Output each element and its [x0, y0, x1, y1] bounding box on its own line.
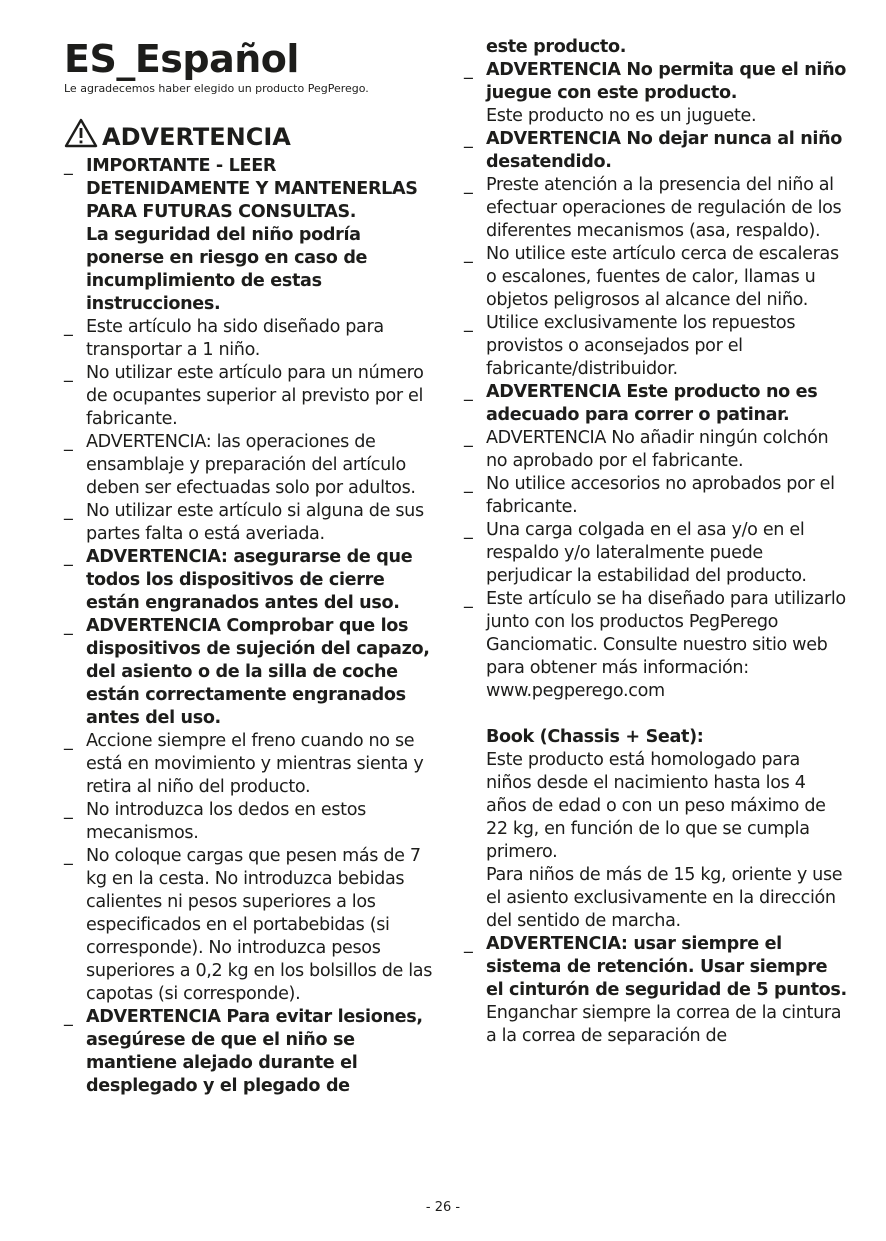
warning-triangle-icon: [64, 118, 98, 155]
list-item: [464, 312, 849, 381]
right-column: [464, 36, 849, 1048]
list-item: [464, 519, 849, 588]
list-item: [464, 59, 849, 128]
list-item: [464, 128, 849, 174]
list-item: [464, 473, 849, 519]
list-dash: _: [464, 589, 473, 609]
list-item-text: ADVERTENCIA: asegurarse de que todos los dispositivos de cierre están engranados antes del uso.: [86, 547, 413, 613]
warning-heading: [64, 118, 434, 155]
list-dash: _: [464, 934, 473, 954]
warning-heading-text: ADVERTENCIA: [102, 122, 291, 151]
list-item-text: ADVERTENCIA Para evitar lesiones, asegúrese de que el niño se mantiene alejado durante el desplegado y el plegado de: [86, 1007, 423, 1096]
important-notice: IMPORTANTE - LEER DETENIDAMENTE Y MANTENERLAS PARA FUTURAS CONSULTAS.: [86, 156, 418, 222]
list-dash: _: [464, 474, 473, 494]
list-item-text: Accione siempre el freno cuando no se está en movimiento y mientras sienta y retira al niño del producto.: [86, 731, 424, 797]
list-item-text: ADVERTENCIA: usar siempre el sistema de retención. Usar siempre el cinturón de seguridad de 5 puntos.: [486, 934, 847, 1000]
list-item-text: No utilizar este artículo para un número de ocupantes superior al previsto por el fabricante.: [86, 363, 424, 429]
list-dash: _: [64, 731, 73, 751]
list-item-text: ADVERTENCIA: las operaciones de ensamblaje y preparación del artículo deben ser efectuadas solo por adultos.: [86, 432, 416, 498]
safety-notice: La seguridad del niño podría ponerse en riesgo en caso de incumplimiento de estas instrucciones.: [86, 225, 368, 314]
list-dash: _: [464, 520, 473, 540]
list-item-subtext: Este producto no es un juguete.: [486, 106, 757, 126]
list-dash: _: [464, 428, 473, 448]
list-item: [464, 427, 849, 473]
list-item: [464, 243, 849, 312]
list-item-text: No utilice accesorios no aprobados por el fabricante.: [486, 474, 835, 517]
list-dash: _: [64, 800, 73, 820]
list-dash: _: [64, 363, 73, 383]
list-item-text: No introduzca los dedos en estos mecanismos.: [86, 800, 366, 843]
list-item-text: No coloque cargas que pesen más de 7 kg en la cesta. No introduzca bebidas calientes ni pesos superiores a los especificados en el portabebidas (si corresponde). No introduzca pesos superiores a 0,2 kg en los bolsillos de las capotas (si corresponde).: [86, 846, 433, 1004]
list-dash: _: [64, 317, 73, 337]
list-item-text: ADVERTENCIA No añadir ningún colchón no aprobado por el fabricante.: [486, 428, 829, 471]
list-dash: _: [64, 846, 73, 866]
page-title: ES_Español: [64, 37, 299, 81]
list-item-text: No utilizar este artículo si alguna de sus partes falta o está averiada.: [86, 501, 424, 544]
list-item: [64, 500, 434, 546]
list-dash: _: [64, 1007, 73, 1027]
list-item-continuation: este producto.: [486, 37, 627, 57]
list-item-subtext: Enganchar siempre la correa de la cintura a la correa de separación de: [486, 1003, 842, 1046]
list-item: [64, 615, 434, 730]
list-item-text: Una carga colgada en el asa y/o en el respaldo y/o lateralmente puede perjudicar la estabilidad del producto.: [486, 520, 807, 586]
book-section-title: Book (Chassis + Seat):: [486, 727, 704, 747]
list-item-text: Preste atención a la presencia del niño al efectuar operaciones de regulación de los diferentes mecanismos (asa, respaldo).: [486, 175, 842, 241]
list-item: [464, 933, 849, 1048]
list-item: [464, 381, 849, 427]
book-section-text: Este producto está homologado para niños desde el nacimiento hasta los 4 años de edad o con un peso máximo de 22 kg, en función de lo que se cumpla primero.: [486, 750, 826, 862]
page-number: - 26 -: [425, 1200, 461, 1215]
list-dash: _: [464, 129, 473, 149]
list-item: [64, 431, 434, 500]
list-item-text: ADVERTENCIA Comprobar que los dispositivos de sujeción del capazo, del asiento o de la silla de coche están correctamente engranados antes del uso.: [86, 616, 430, 728]
list-dash: _: [64, 432, 73, 452]
list-item-text: Este artículo ha sido diseñado para transportar a 1 niño.: [86, 317, 384, 360]
list-dash: _: [464, 313, 473, 333]
list-item: [64, 845, 434, 1006]
page-subtitle: Le agradecemos haber elegido un producto PegPerego.: [64, 82, 369, 95]
list-dash: _: [64, 547, 73, 567]
list-item: [64, 799, 434, 845]
list-dash: _: [64, 156, 73, 176]
list-item: [464, 174, 849, 243]
list-dash: _: [64, 616, 73, 636]
list-item-text: Este artículo se ha diseñado para utilizarlo junto con los productos PegPerego Ganciomatic. Consulte nuestro sitio web para obtener más información: www.pegperego.com: [486, 589, 846, 701]
list-item: [464, 588, 849, 703]
list-item: [64, 730, 434, 799]
list-dash: _: [464, 382, 473, 402]
list-dash: _: [64, 501, 73, 521]
list-item-text: Utilice exclusivamente los repuestos provistos o aconsejados por el fabricante/distribuidor.: [486, 313, 796, 379]
list-item-important: [64, 155, 434, 316]
list-dash: _: [464, 175, 473, 195]
list-item-text: ADVERTENCIA Este producto no es adecuado para correr o patinar.: [486, 382, 818, 425]
left-column: [64, 36, 434, 1098]
list-dash: _: [464, 60, 473, 80]
list-item: [64, 546, 434, 615]
list-item: [64, 1006, 434, 1098]
book-section-text: Para niños de más de 15 kg, oriente y use el asiento exclusivamente en la dirección del sentido de marcha.: [486, 865, 843, 931]
list-item-text: ADVERTENCIA No permita que el niño juegue con este producto.: [486, 60, 846, 103]
list-dash: _: [464, 244, 473, 264]
list-item-text: ADVERTENCIA No dejar nunca al niño desatendido.: [486, 129, 843, 172]
list-item: [64, 362, 434, 431]
list-item-text: No utilice este artículo cerca de escaleras o escalones, fuentes de calor, llamas u objetos peligrosos al alcance del niño.: [486, 244, 839, 310]
list-item: [64, 316, 434, 362]
